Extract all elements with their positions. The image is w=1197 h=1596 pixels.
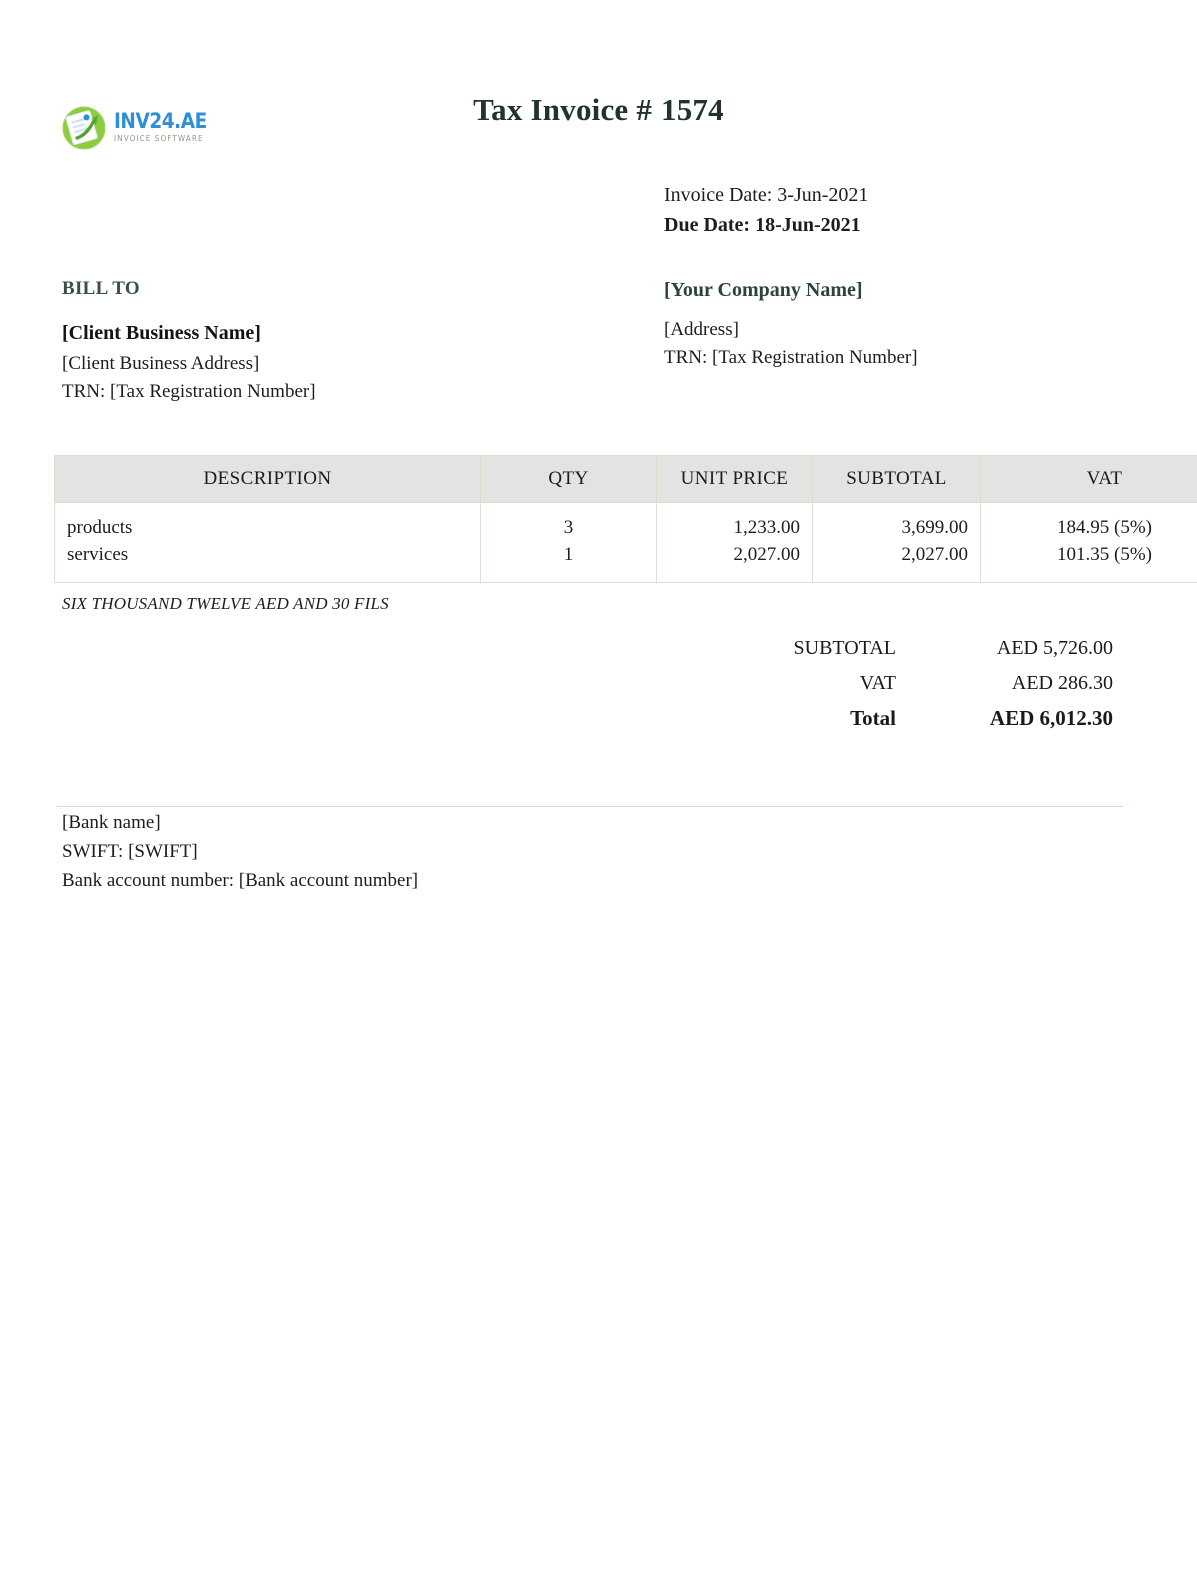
totals-row-subtotal <box>600 631 1123 666</box>
page-title <box>0 92 1197 128</box>
due-date: Due Date: 18-Jun-2021 <box>664 214 861 236</box>
vat-label: VAT <box>859 672 896 694</box>
client-trn: TRN: [Tax Registration Number] <box>62 381 316 402</box>
company-trn: TRN: [Tax Registration Number] <box>664 347 918 368</box>
total-value: AED 6,012.30 <box>989 706 1113 730</box>
subtotal-label: SUBTOTAL <box>793 637 896 659</box>
column-header-description: DESCRIPTION <box>55 456 481 503</box>
brand-tagline: INVOICE SOFTWARE <box>114 134 204 143</box>
company-address: [Address] <box>664 319 739 340</box>
item-vat: 184.95 (5%) <box>1057 517 1152 538</box>
totals-row-vat <box>600 666 1123 701</box>
item-qty: 3 <box>563 517 574 538</box>
column-header-qty: QTY <box>481 456 657 503</box>
totals-row-total <box>600 701 1123 736</box>
client-business-name: [Client Business Name] <box>62 322 261 344</box>
table-header-row <box>55 456 1197 503</box>
item-description: services <box>67 544 129 565</box>
footer-divider <box>56 806 1123 807</box>
item-vat: 101.35 (5%) <box>1057 544 1152 565</box>
vat-value: AED 286.30 <box>1011 672 1113 694</box>
client-business-address: [Client Business Address] <box>62 353 260 374</box>
cell-description <box>55 503 481 583</box>
cell-qty <box>481 503 657 583</box>
bank-name: [Bank name] <box>62 812 161 833</box>
item-description: products <box>67 517 133 538</box>
cell-vat <box>981 503 1197 583</box>
invoice-title-label: Tax Invoice # <box>473 92 653 127</box>
total-label: Total <box>850 706 896 730</box>
column-header-subtotal: SUBTOTAL <box>813 456 981 503</box>
line-items-table <box>54 455 1197 583</box>
bank-swift: SWIFT: [SWIFT] <box>62 841 198 862</box>
item-subtotal: 2,027.00 <box>901 544 968 565</box>
invoice-dates <box>664 180 868 240</box>
cell-unit-price <box>657 503 813 583</box>
company-name: [Your Company Name] <box>664 279 863 301</box>
bill-to-section <box>62 275 316 406</box>
item-unit-price: 2,027.00 <box>733 544 800 565</box>
company-section <box>664 276 918 372</box>
amount-in-words: SIX THOUSAND TWELVE AED AND 30 FILS <box>62 594 389 613</box>
bank-account-number: Bank account number: [Bank account number] <box>62 870 419 891</box>
bank-details <box>62 808 418 895</box>
invoice-date: Invoice Date: 3-Jun-2021 <box>664 184 869 206</box>
table-row <box>55 503 1197 583</box>
brand-wordmark: INV24.AE <box>114 109 207 133</box>
bill-to-heading: BILL TO <box>62 278 140 299</box>
totals-section <box>600 631 1123 736</box>
subtotal-value: AED 5,726.00 <box>996 637 1113 659</box>
item-subtotal: 3,699.00 <box>901 517 968 538</box>
item-qty: 1 <box>563 544 574 565</box>
item-unit-price: 1,233.00 <box>733 517 800 538</box>
column-header-unit-price: UNIT PRICE <box>657 456 813 503</box>
column-header-vat: VAT <box>981 456 1197 503</box>
invoice-number: 1574 <box>661 92 724 127</box>
cell-subtotal <box>813 503 981 583</box>
